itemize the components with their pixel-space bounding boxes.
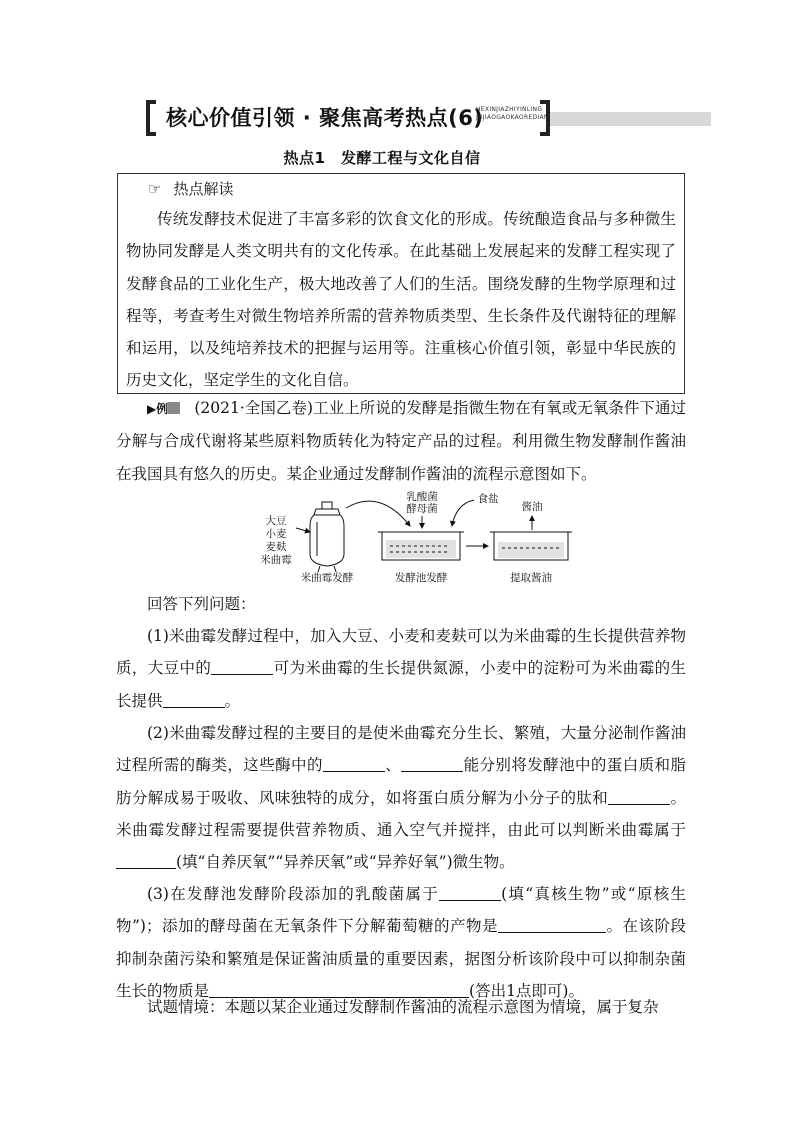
curved-arrow-to-tank [346,501,410,526]
q2-blank-3[interactable] [608,790,670,805]
q3-blank-1[interactable] [439,886,501,901]
box-header [148,178,233,199]
q2-part-a: (2)米曲霉发酵过程的主要目的是使米曲霉充分生长、繁殖，大量分泌制作酱油过程所需的酶类，这些酶中的 [116,724,686,775]
pinyin-line-1: HEXINJIAZHIYINLING [476,106,543,113]
input-wheat: 小麦 [265,528,287,540]
input-list [260,514,292,566]
soy-sauce-flow-diagram [250,488,580,588]
label-salt: 食盐 [477,493,499,505]
fermenter-tank-icon [310,502,344,572]
q2-separator: 、 [384,756,402,775]
hotspot-box [117,173,685,394]
header-title: 核心价值引领 · 聚焦高考热点(6) [166,106,484,130]
example-square-icon [168,402,180,414]
right-bracket [540,100,550,136]
question-3 [116,878,686,1007]
example-marker: ▶例 [147,402,169,416]
q1-blank-2[interactable] [163,693,225,708]
context-paragraph: 试题情境：本题以某企业通过发酵制作酱油的流程示意图为情境，属于复杂 [147,998,659,1016]
input-soybean: 大豆 [265,515,287,527]
q3-blank-2[interactable] [498,918,606,933]
header-gray-bar [550,112,711,126]
pointing-hand-icon: ☞ [148,180,162,198]
label-lactic-acid-bacteria: 乳酸菌 [406,491,438,503]
q3-part-b: (填“真核生物”或“原核生物”)；添加的酵母菌在无氧条件下分解葡萄糖的产物是 [116,885,686,936]
stage-label-koji: 米曲霉发酵 [300,572,354,584]
q3-part-c: 。在该阶段抑制杂菌污染和繁殖是保证酱油质量的重要因素，据图分析该阶段中可以抑制杂菌生长的物质是 [116,917,686,1000]
q2-blank-4[interactable] [116,854,176,869]
left-bracket [146,100,156,136]
extraction-tank-icon [490,532,572,560]
q2-blank-1[interactable] [323,757,385,772]
q2-part-c: 。米曲霉发酵过程需要提供营养物质、通入空气并搅拌，由此可以判断米曲霉属于 [116,788,686,839]
header-pinyin [476,106,549,122]
q2-blank-2[interactable] [401,757,463,772]
q1-part-a: (1)米曲霉发酵过程中，加入大豆、小麦和麦麸可以为米曲霉的生长提供营养物质，大豆中的 [116,627,686,678]
arrow-into-fermenter [296,528,310,532]
label-yeast: 酵母菌 [406,503,438,515]
example-source: (2021·全国乙卷) [194,399,313,417]
subheading-text: 热点1 发酵工程与文化自信 [283,149,481,167]
example-text: 工业上所说的发酵是指微生物在有氧或无氧条件下通过分解与合成代谢将某些原料物质转化为特定产品的过程。利用微生物发酵制作酱油在我国具有悠久的历史。某企业通过发酵制作酱油的流程示意图如下。 [116,399,686,483]
q1-blank-1[interactable] [211,660,273,675]
label-soy-sauce: 酱油 [521,501,543,513]
example-paragraph [116,392,686,490]
pinyin-line-2: JUJIAOGAOKAOREDIAN [476,114,549,121]
input-bran: 麦麸 [265,541,287,553]
stage-label-extract: 提取酱油 [510,572,552,584]
q3-part-a: (3)在发酵池发酵阶段添加的乳酸菌属于 [147,885,440,903]
q3-part-d: (答出1点即可)。 [469,981,584,1000]
box-label: 热点解读 [173,180,234,198]
q1-part-c: 。 [224,691,241,710]
stage-label-tank: 发酵池发酵 [394,572,448,584]
question-2 [116,717,686,878]
section-header [146,100,711,132]
hotspot-subheading [0,147,794,168]
q1-part-b: 可为米曲霉的生长提供氮源，小麦中的淀粉可为米曲霉的生长提供 [116,659,686,710]
q2-part-d: (填“自养厌氧”“异养厌氧”或“异养好氧”)微生物。 [176,853,515,872]
input-aspergillus: 米曲霉 [260,554,292,566]
box-paragraph: 传统发酵技术促进了丰富多彩的饮食文化的形成。传统酿造食品与多种微生物协同发酵是人类文明共有的文化传承。在此基础上发展起来的发酵工程实现了发酵食品的工业化生产，极大地改善了人们的生活。围绕发酵的生物学原理和过程等，考查考生对微生物培养所需的营养物质类型、生长条件及代谢特征的理解和运用，以及纯培养技术的把握与运用等。注重核心价值引领，彰显中华民族的历史文化，坚定学生的文化自信。 [126,210,676,390]
fermentation-tank-icon [378,532,464,560]
question-1 [116,620,686,717]
arrow-salt [452,500,474,526]
questions-intro: 回答下列问题： [147,595,256,613]
q2-part-b: 能分别将发酵池中的蛋白质和脂肪分解成易于吸收、风味独特的成分，如将蛋白质分解为小分子的肽和 [116,756,686,807]
